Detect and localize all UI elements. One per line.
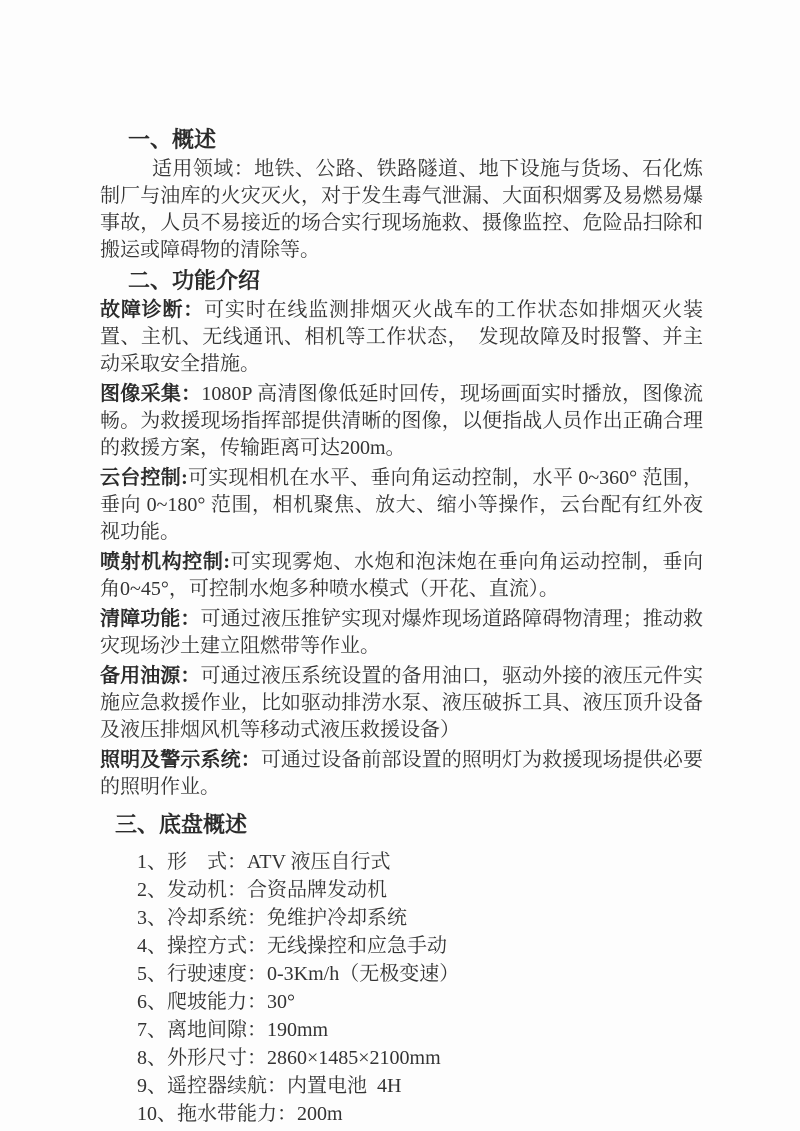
- feature-text: 可通过液压系统设置的备用油口，驱动外接的液压元件实施应急救援作业，比如驱动排涝水泵、液压破拆工具、液压顶升设备及液压排烟风机等移动式液压救援设备）: [100, 665, 704, 741]
- feature-text: 可实时在线监测排烟灭火战车的工作状态如排烟灭火装置、主机、无线通讯、相机等工作状态， 发现故障及时报警、并主动采取安全措施。: [100, 299, 704, 375]
- section-overview-heading: 一、概述: [128, 127, 217, 152]
- feature-label: 照明及警示系统：: [100, 749, 261, 771]
- overview-intro-paragraph: 适用领域：地铁、公路、铁路隧道、地下设施与货场、石化炼制厂与油库的火灾灭火，对于发生毒气泄漏、大面积烟雾及易燃易爆事故，人员不易接近的场合实行现场施救、摄像监控、危险品扫除和搬运或障碍物的清除等。: [100, 158, 703, 261]
- section-overview: [100, 126, 703, 264]
- spec-item: 10、拖水带能力：200m: [137, 1103, 343, 1125]
- feature-text: 1080P 高清图像低延时回传，现场画面实时播放，图像流畅。为救援现场指挥部提供清晰的图像，以便指战人员作出正确合理的救援方案，传输距离可达200m。: [100, 383, 704, 459]
- section-functions: [100, 267, 703, 801]
- feature-label: 云台控制:: [100, 467, 188, 489]
- feature-paragraph: [100, 663, 703, 744]
- feature-paragraph: [100, 381, 703, 462]
- feature-paragraph: [100, 606, 703, 660]
- feature-label: 备用油源：: [100, 665, 201, 687]
- spec-item: 8、外形尺寸：2860×1485×2100mm: [137, 1047, 441, 1069]
- spec-item: 4、操控方式：无线操控和应急手动: [137, 935, 447, 957]
- feature-text: 可通过液压推铲实现对爆炸现场道路障碍物清理；推动救灾现场沙土建立阻燃带等作业。: [100, 608, 704, 657]
- spec-item: 1、形 式：ATV 液压自行式: [137, 851, 391, 873]
- feature-label: 清障功能：: [100, 608, 201, 630]
- section-chassis-heading: 三、底盘概述: [115, 812, 248, 837]
- spec-item: 9、遥控器续航：内置电池 4H: [137, 1075, 402, 1097]
- feature-label: 喷射机构控制:: [100, 551, 231, 573]
- feature-paragraph: [100, 297, 703, 378]
- feature-paragraph: [100, 747, 703, 801]
- section-chassis: [100, 811, 703, 1128]
- feature-paragraph: [100, 549, 703, 603]
- feature-text: 可实现相机在水平、垂向角运动控制，水平 0~360° 范围，垂向 0~180° 范围，相机聚焦、放大、缩小等操作，云台配有红外夜视功能。: [100, 467, 703, 543]
- feature-text: 可通过设备前部设置的照明灯为救援现场提供必要的照明作业。: [100, 749, 704, 798]
- spec-item: 2、发动机：合资品牌发动机: [137, 879, 387, 901]
- chassis-spec-list: [100, 848, 703, 1128]
- spec-item: 5、行驶速度：0-3Km/h（无极变速）: [137, 963, 460, 985]
- spec-item: 3、冷却系统：免维护冷却系统: [137, 907, 407, 929]
- feature-text: 可实现雾炮、水炮和泡沫炮在垂向角运动控制，垂向角0~45°，可控制水炮多种喷水模式（开花、直流）。: [100, 551, 703, 600]
- feature-label: 图像采集：: [100, 383, 202, 405]
- spec-item: 6、爬坡能力：30°: [137, 991, 295, 1013]
- feature-label: 故障诊断：: [100, 299, 205, 321]
- feature-paragraph: [100, 465, 703, 546]
- spec-item: 7、离地间隙：190mm: [137, 1019, 329, 1041]
- section-functions-heading: 二、功能介绍: [128, 268, 261, 293]
